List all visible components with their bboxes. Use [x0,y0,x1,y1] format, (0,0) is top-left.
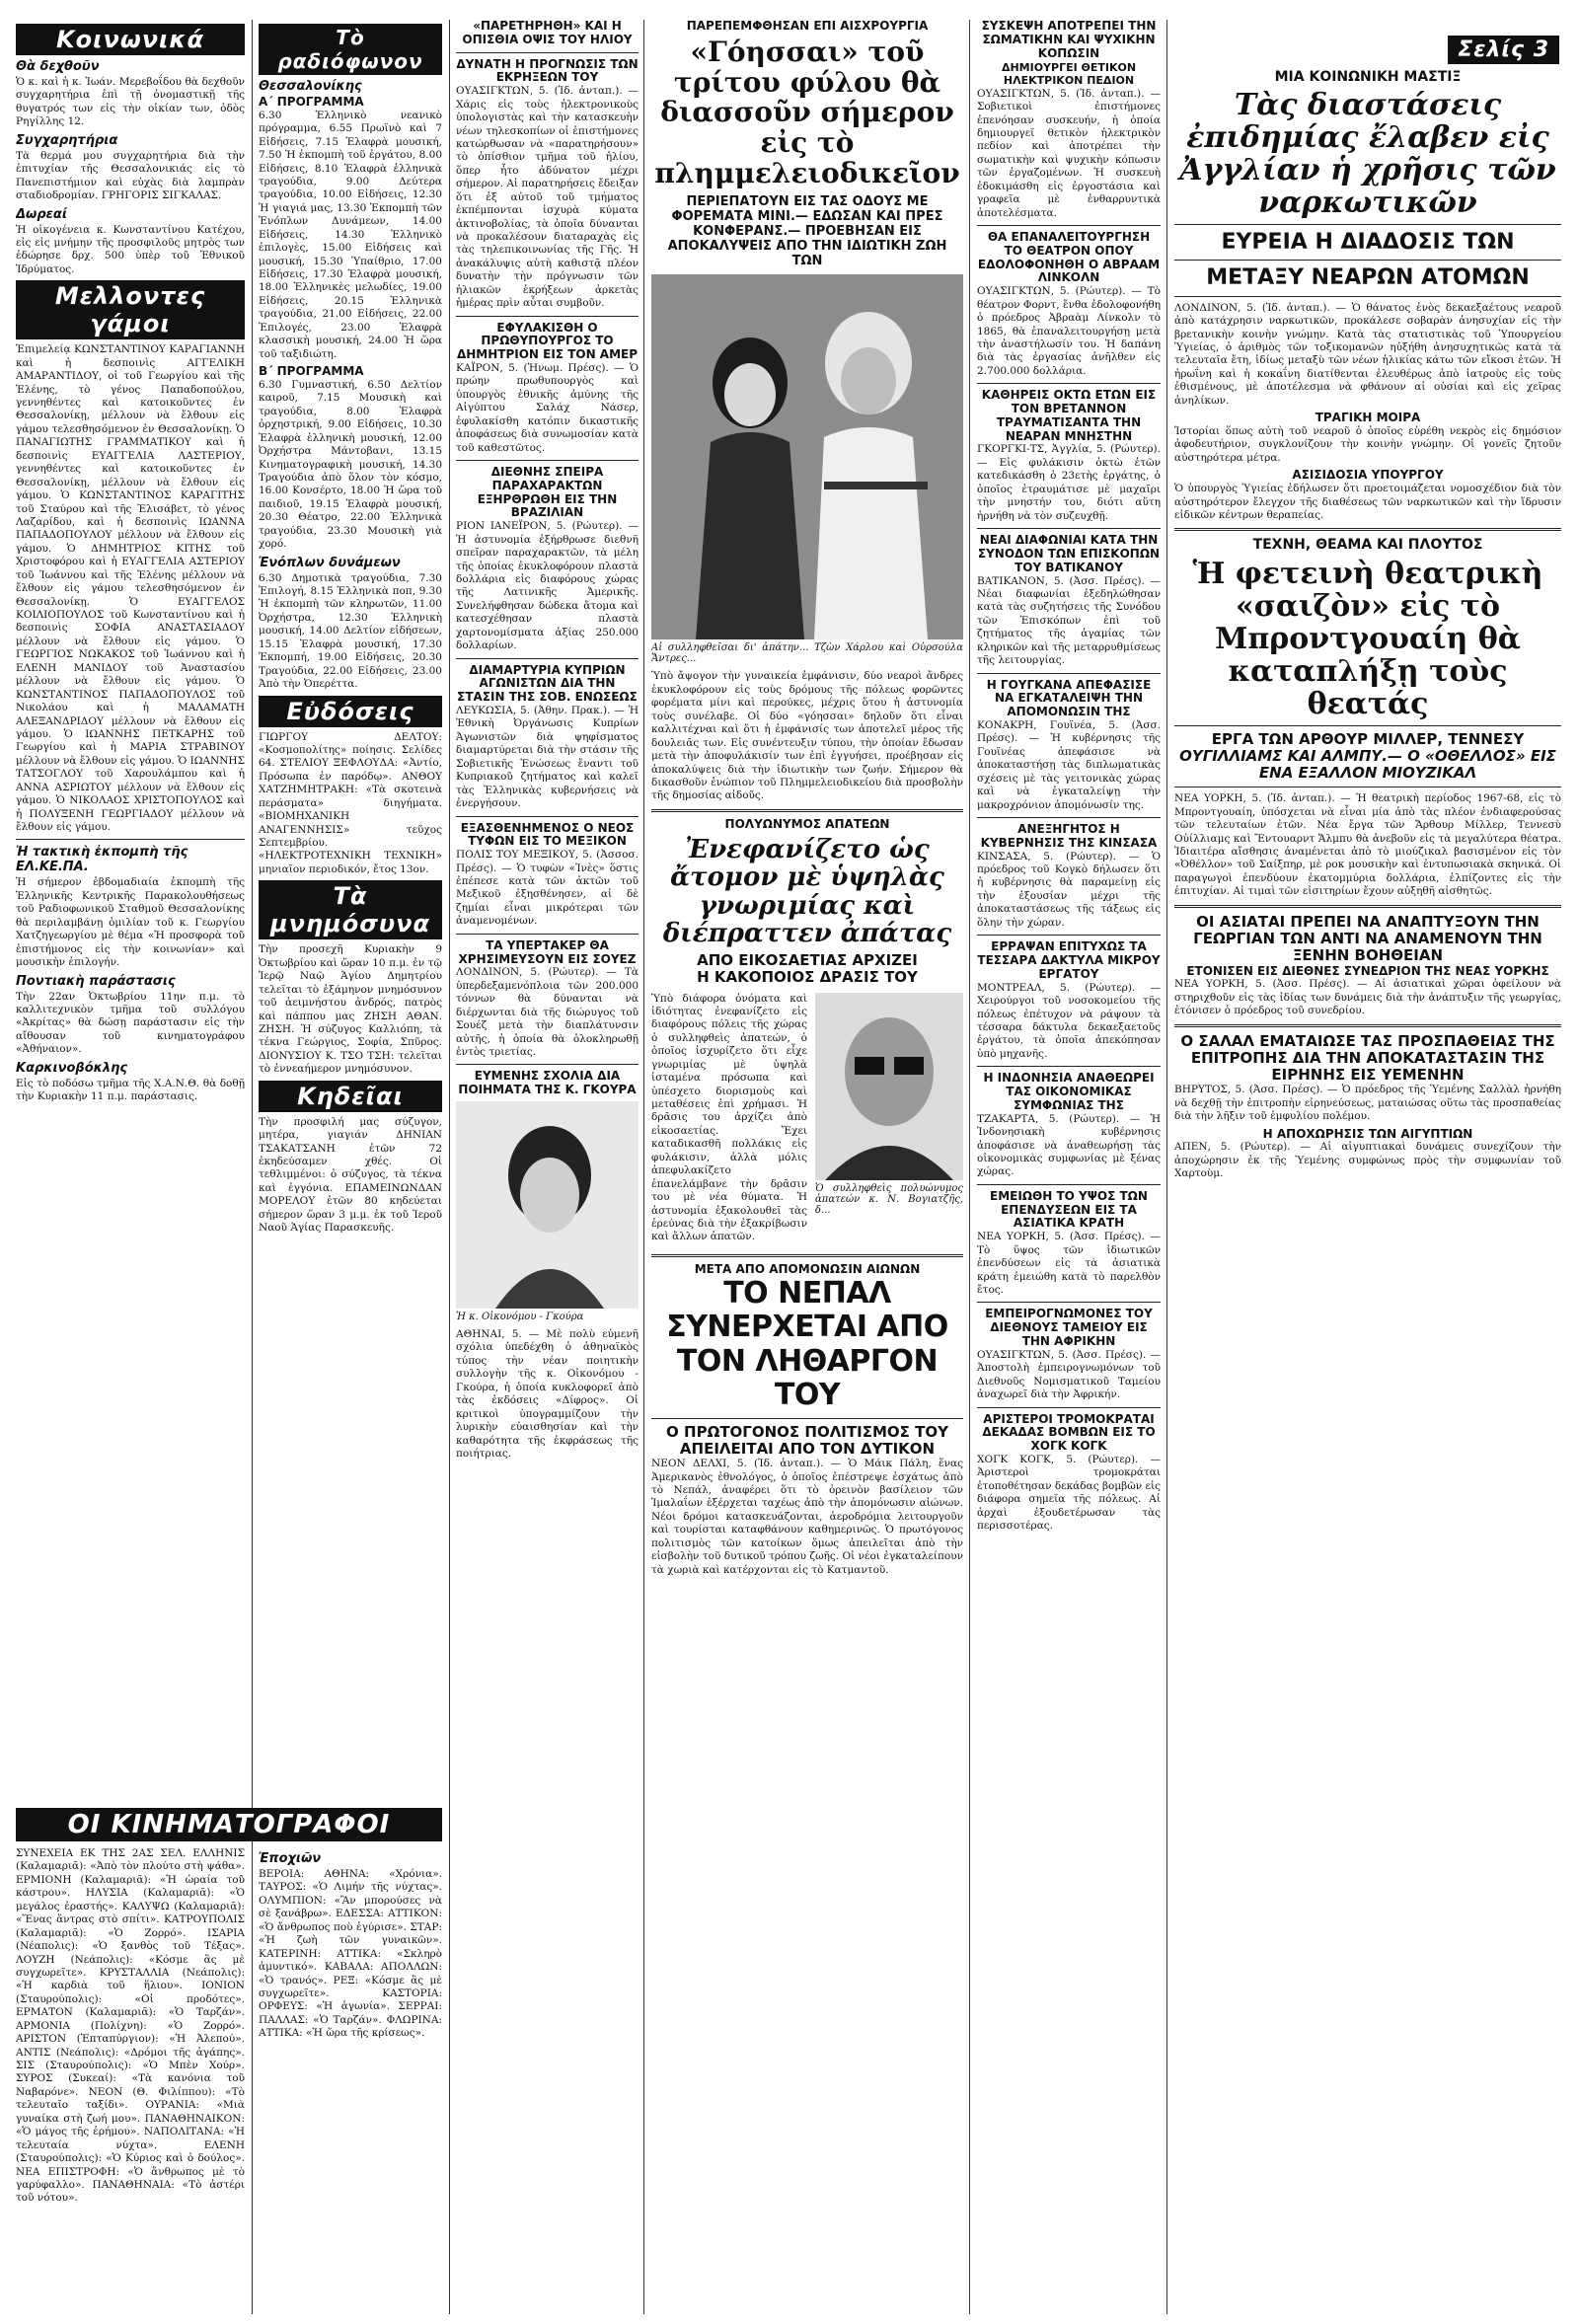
headline: ΚΑΘΗΡΕΙΣ ΟΚΤΩ ΕΤΩΝ ΕΙΣ ΤΟΝ ΒΡΕΤΑΝΝΟΝ ΤΡΑΥΜΑΤΙΣΑΝΤΑ ΤΗΝ ΝΕΑΡΑΝ ΜΝΗΣΤΗΝ [981,388,1157,443]
column-radio [259,20,442,1801]
article-text: Ὁ ὑπουργὸς Ὑγιείας ἐδήλωσεν ὅτι προετοιμάζεται νομοσχέδιον διὰ τὸν αὐστηρότερον ἔλεγχον τῆς διαθέσεως τῶν ναρκωτικῶν καὶ τὴν ἵδρυσιν εἰδικῶν κέντρων θεραπείας. [1174,483,1561,521]
article-text: ΛΟΝΔΙΝΟΝ, 5. (Ρώυτερ). — Τὰ ὑπερδεξαμενόπλοια τῶν 200.000 τόννων θὰ δύνανται νὰ διέρχωνται διὰ τῆς διώρυγος τοῦ Σουέζ μετὰ τὴν διαπλάτυνσιν αὐτῆς, ἡ ὁποία θὰ ὁλοκληρωθῇ ἐντὸς τριετίας. [456,966,639,1058]
headline: «ΠΑΡΕΤΗΡΗΘΗ» ΚΑΙ Η ΟΠΙΣΘΙΑ ΟΨΙΣ ΤΟΥ ΗΛΙΟΥ [462,20,633,46]
article-text: ΟΥΑΣΙΓΚΤΩΝ, 5. (Ἀσσ. Πρέσς). — Ἀποστολὴ ἐμπειρογνωμόνων τοῦ Διεθνοῦς Νομισματικοῦ Ταμείου ἀναχωρεῖ διὰ τὴν Ἀφρικήν. [977,1348,1161,1401]
photo-caption: Ὁ συλληφθεὶς πολυώνυμος ἀπατεών κ. Ν. Βογιατζῆς, δ... [815,1182,963,1216]
program-title: Β΄ ΠΡΟΓΡΑΜΜΑ [259,364,364,379]
article-text: Τὴν προσεχῆ Κυριακὴν 9 Ὀκτωβρίου καὶ ὥραν 10 π.μ. ἐν τῷ Ἱερῷ Ναῷ Ἁγίου Δημητρίου τελεῖται τὸ ἐξάμηνον μνημόσυνον τοῦ ἀειμνήστου ἀνδρός, πατρὸς καὶ πάππου μας ΖΗΣΗ ΑΘΑΝ. ΖΗΣΗ. Ἡ σύζυγος Καλλιόπη, τὰ τέκνα Γεώργιος, Σοφία, Σπῦρος. ΔΙΟΝΥΣΙΟΥ Κ. ΤΣΟ ΤΣΗ: τελεῖται τὸ ἐννεαήμερον μνημόσυνον. [259,943,442,1076]
article-text: ΠΟΛΙΣ ΤΟΥ ΜΕΞΙΚΟΥ, 5. (Ἀσσοσ. Πρέσς). — Ὁ τυφὼν «Ἰνὲς» ὅστις ἐπέπεσε κατὰ τῶν ἀκτῶν τοῦ Μεξικοῦ ἐξησθένησεν, αἱ δὲ ζημίαι εἶναι μικρότεραι τῶν ἀναμενομένων. [456,849,639,928]
column-rule [252,20,253,2314]
headline: ΑΡΙΣΤΕΡΟΙ ΤΡΟΜΟΚΡΑΤΑΙ ΔΕΚΑΔΑΣ ΒΟΜΒΩΝ ΕΙΣ ΤΟ ΧΟΓΚ ΚΟΓΚ [982,1411,1156,1454]
photo-caption: Ἡ κ. Οἰκονόμου - Γκούρα [456,1312,584,1322]
headline-drugs: Τὰς διαστάσεις ἐπιδημίας ἔλαβεν εἰς Ἀγγλίαν ἡ χρῆσις τῶν ναρκωτικῶν [1179,88,1556,221]
subheadline: ΤΡΑΓΙΚΗ ΜΟΙΡΑ [1315,411,1421,425]
kicker: ΜΕΤΑ ΑΠΟ ΑΠΟΜΟΝΩΣΙΝ ΑΙΩΝΩΝ [694,1261,921,1276]
headline: ΘΑ ΕΠΑΝΑΛΕΙΤΟΥΡΓΗΣΗ ΤΟ ΘΕΑΤΡΟΝ ΟΠΟΥ ΕΔΟΛΟΦΟΝΗΘΗ Ο ΑΒΡΑΑΜ ΛΙΝΚΟΛΝ [977,230,1161,285]
headline: ΑΝΕΞΗΓΗΤΟΣ Η ΚΥΒΕΡΝΗΣΙΣ ΤΗΣ ΚΙΝΣΑΣΑ [980,822,1158,850]
program-title: Α΄ ΠΡΟΓΡΑΜΜΑ [259,95,364,109]
article-text: ΧΟΓΚ ΚΟΓΚ, 5. (Ρώυτερ). — Ἀριστεροὶ τρομοκράται ἐτοποθέτησαν δεκάδας βομβῶν εἰς διάφορα σημεῖα τῆς πόλεως. Αἱ ἀρχαὶ ἐξουδετέρωσαν τὰς περισσοτέρας. [977,1453,1161,1533]
headline-nepal: ΤΟ ΝΕΠΑΛ ΣΥΝΕΡΧΕΤΑΙ ΑΠΟ ΤΟΝ ΛΗΘΑΡΓΟΝ ΤΟΥ [666,1275,948,1413]
headline: Ο ΣΑΛΑΛ ΕΜΑΤΑΙΩΣΕ ΤΑΣ ΠΡΟΣΠΑΘΕΙΑΣ ΤΗΣ ΕΠΙΤΡΟΠΗΣ ΔΙΑ ΤΗΝ ΑΠΟΚΑΤΑΣΤΑΣΙΝ ΤΗΣ ΕΙΡΗΝΗΣ ΕΙΣ ΥΕΜΕΝΗΝ [1180,1031,1555,1085]
photo-caption: Αἱ συλληφθεῖσαι δι' ἀπάτην... Τζὼν Χάρλου καὶ Οὐρσούλα Ἄντρες... [651,642,963,665]
headline: ΔΙΑΜΑΡΤΥΡΙΑ ΚΥΠΡΙΩΝ ΑΓΩΝΙΣΤΩΝ ΔΙΑ ΤΗΝ ΣΤΑΣΙΝ ΤΗΣ ΣΟΒ. ΕΝΩΣΕΩΣ [457,662,638,705]
section-banner-cinemas: ΟΙ ΚΙΝΗΜΑΤΟΓΡΑΦΟΙ [16,1808,442,1841]
article-text: ΝΕΟΝ ΔΕΛΧΙ, 5. (Ἰδ. ἀνταπ.). — Ὁ Μάικ Πάλη, ἕνας Ἀμερικανὸς ἐθνολόγος, ὁ ὁποῖος ἐπέστρεψε ἐσχάτως ἀπὸ τὸ Νεπάλ, ἀναφέρει ὅτι τὸ ὀρεινὸν βασίλειον τῶν Ἱμαλαΐων ἐξέρχεται ταχέως ἀπὸ τὴν ἀπομόνωσιν αἰώνων. Νέοι δρόμοι κατασκευάζονται, ἀεροδρόμια λειτουργοῦν καὶ τουρίσται καταφθάνουν καθημερινῶς. Ὁ πρωτόγονος πολιτισμὸς τῶν κατοίκων ὅμως ἀπειλεῖται ἀπὸ τὴν εἰσβολὴν τοῦ δυτικοῦ τρόπου ζωῆς. Οἱ νέοι ἐγκαταλείπουν τὰ χωριὰ καὶ κατέρχονται εἰς τὸ Κατμαντοῦ. [651,1458,963,1576]
subsection-title: Ἐνόπλων δυνάμεων [259,555,401,570]
article-text: 6.30 Ἑλληνικὸ νεανικὸ πρόγραμμα, 6.55 Πρωϊνὸ καὶ 7 Εἰδήσεις, 7.15 Ἐλαφρὰ μουσική, 7.50 Ἡ ἐκπομπὴ τοῦ ἐργάτου, 8.00 Εἰδήσεις, 8.10 Ἑλαφρὰ ἑλληνικὰ τραγούδια, 9.00 Δεύτερα τραγούδια, 10.00 Εἰδήσεις, 12.30 Ἡ γιαγιά μας, 13.30 Ἐκπομπὴ τῶν Ἐνόπλων Δυνάμεων, 14.00 Εἰδήσεις, 14.30 Ἑλληνικὸ ἐπιλογὲς, 15.00 Εἰδήσεις καὶ μουσική, 15.30 Ὑπαίθριο, 17.00 Εἰδήσεις, 17.30 Ἑλαφρὰ μουσική, 18.00 Ἑλληνικὲς μελωδίες, 19.00 Εἰδήσεις, 20.15 Ἑλληνικὰ τραγούδια, 21.00 Εἰδήσεις, 22.00 Ἐπιλογές, 23.00 Ἐλαφρὰ κλασσικὴ μουσική, 24.00 Ἡ ὥρα τοῦ ταξιδιώτη. [259,109,442,360]
deck: ΜΕΤΑΞΥ ΝΕΑΡΩΝ ΑΤΟΜΩΝ [1206,265,1530,291]
headline: ΣΥΣΚΕΨΗ ΑΠΟΤΡΕΠΕΙ ΤΗΝ ΣΩΜΑΤΙΚΗΝ ΚΑΙ ΨΥΧΙΚΗΝ ΚΟΠΩΣΙΝ [981,20,1157,60]
article-text: ΑΠΕΝ, 5. (Ρώυτερ). — Αἱ αἰγυπτιακαὶ δυνάμεις συνεχίζουν τὴν ἀποχώρησιν ἐκ τῆς Ὑεμένης συμφώνως πρὸς τὴν συμφωνίαν τοῦ Χαρτοὺμ. [1174,1141,1561,1180]
page-number-label: Σελίς 3 [1448,36,1559,64]
headline-fraudster: Ἐνεφανίζετο ὡς ἄτομον μὲ ὑψηλὰς γνωριμίας καὶ διέπραττεν ἀπάτας [662,834,952,949]
section-banner-gamoi: Μελλοντες γάμοι [16,280,245,339]
column-rule [449,20,450,2314]
article-text: ΓΙΩΡΓΟΥ ΔΕΛΤΟΥ: «Κοσμοπολίτης» ποίησις. Σελίδες 64. ΣΤΕΛΙΟΥ ΞΕΦΛΟΥΔΑ: «Ἀντίο, Πρόσωπα ἐν παρόδῳ». ΑΝΘΟΥ ΧΑΤΖΗΜΗΤΡΑΚΗ: «Τὰ σκοτεινὰ περάσματα» διηγήματα. «ΒΙΟΜΗΧΑΝΙΚΗ ΑΝΑΓΕΝΝΗΣΙΣ» τεῦχος Σεπτεμβρίου. «ΗΛΕΚΤΡΟΤΕΧΝΙΚΗ ΤΕΧΝΙΚΗ» μηνιαῖον περιοδικόν, ἔτος 13ον. [259,730,442,875]
article-text: ΒΑΤΙΚΑΝΟΝ, 5. (Ἀσσ. Πρέσς). — Νέαι διαφωνίαι ἐξεδηλώθησαν κατὰ τὰς συζητήσεις τῆς Συνόδου τῶν Ἐπισκόπων ἐπὶ τοῦ ζητήματος τῆς ἀγαμίας τῶν κληρικῶν καὶ τῆς μεταρρυθμίσεως τῆς λειτουργίας. [977,574,1161,667]
cinemas-regions [259,1847,442,2311]
headline: ΝΕΑΙ ΔΙΑΦΩΝΙΑΙ ΚΑΤΑ ΤΗΝ ΣΥΝΟΔΟΝ ΤΩΝ ΕΠΙΣΚΟΠΩΝ ΤΟΥ ΒΑΤΙΚΑΝΟΥ [977,533,1161,574]
headline: ΕΥΜΕΝΗΣ ΣΧΟΛΙΑ ΔΙΑ ΠΟΙΗΜΑΤΑ ΤΗΣ Κ. ΓΚΟΥΡΑ [458,1069,637,1097]
article-text: Εἰς τὸ ποδόσω τμῆμα τῆς Χ.Α.Ν.Θ. θὰ δοθῇ τὴν Κυριακὴν 11 π.μ. παράστασις. [16,1077,245,1103]
kicker: ΜΙΑ ΚΟΙΝΩΝΙΚΗ ΜΑΣΤΙΞ [1274,69,1462,85]
article-text: Ὑπὸ ἄψογον τὴν γυναικεία ἐμφάνισιν, δύο νεαροὶ ἄνδρες ἐκυκλοφόρουν εἰς τοὺς δρόμους τῆς πόλεως φορῶντες φορέματα μίνι καὶ περούκες, μέχρις ὅτου ἡ ἀστυνομία τοὺς συνέλαβε. Οἱ δύο «γόησσαι» δηλοῦν ὅτι εἶναι καλλιτέχναι καὶ ὅτι ἡ ἐμφάνισίς των ἀποτελεῖ μέρος τῆς δουλειᾶς των. Εἰς συνέντευξιν τύπου, τὴν ὁποίαν ἔδωσαν μετὰ τὴν ἀποφυλάκισίν των ἐπὶ ἐγγυήσει, προέβησαν εἰς ἀποκαλύψεις διὰ τὴν ἰδιωτικὴν των ζωήν. Σήμερον θὰ δικασθοῦν ἐνώπιον τοῦ Πλημμελειοδικείου διὰ προσβολὴν τῆς δημοσίας αἰδοῦς. [651,670,963,802]
column-right [1174,69,1561,2314]
headline: ΕΜΕΙΩΘΗ ΤΟ ΥΨΟΣ ΤΩΝ ΕΠΕΝΔΥΣΕΩΝ ΕΙΣ ΤΑ ΑΣΙΑΤΙΚΑ ΚΡΑΤΗ [990,1188,1148,1231]
portrait-photo [456,1101,639,1309]
deck: ΕΥΡΕΙΑ Η ΔΙΑΔΟΣΙΣ ΤΩΝ [1221,230,1515,256]
article-text: ΓΚΟΡΓΚΙ-ΤΣ, Ἀγγλία, 5. (Ρώυτερ). — Εἰς φυλάκισιν ὀκτὼ ἐτῶν κατεδικάσθη ὁ 23ετὴς ἐργάτης, ὁ ὁποῖος ἐτραυμάτισε μὲ μαχαῖρι τὴν μνηστήν του, διότι αὕτη ἠρνήθη νὰ τὸν συζευχθῇ. [977,443,1161,522]
headline: ΟΙ ΑΣΙΑΤΑΙ ΠΡΕΠΕΙ ΝΑ ΑΝΑΠΤΥΞΟΥΝ ΤΗΝ ΓΕΩΡΓΙΑΝ ΤΩΝ ΑΝΤΙ ΝΑ ΑΝΑΜΕΝΟΥΝ ΤΗΝ ΞΕΝΗΝ ΒΟΗΘΕΙΑΝ [1193,912,1542,965]
woman-portrait-image [456,1101,639,1309]
subheadline: ΑΠΟ ΕΙΚΟΣΑΕΤΙΑΣ ΑΡΧΙΖΕΙ [697,951,918,970]
section-banner-mnimosyna: Τὰ μνημόσυνα [259,880,442,939]
subheadline: ΔΥΝΑΤΗ Η ΠΡΟΓΝΩΣΙΣ ΤΩΝ ΕΚΡΗΞΕΩΝ ΤΟΥ [456,56,639,85]
column-rule [643,20,644,2314]
subheadline: Ο ΠΡΩΤΟΓΟΝΟΣ ΠΟΛΙΤΙΣΜΟΣ ΤΟΥ [666,1422,948,1441]
subheadline: Η ΑΠΟΧΩΡΗΣΙΣ ΤΩΝ ΑΙΓΥΠΤΙΩΝ [1262,1126,1473,1141]
man-portrait-photo [815,993,963,1180]
subsection-title: Θεσσαλονίκης [259,79,362,94]
section-banner-koinonika: Κοινωνικά [16,24,245,55]
subheadline: ΑΣΙΣΙΔΟΣΙΑ ΥΠΟΥΡΓΟΥ [1292,468,1444,483]
subsection-title: Θὰ δεχθοῦν [16,59,100,74]
subheadline: ΑΠΕΙΛΕΙΤΑΙ ΑΠΟ ΤΟΝ ΔΥΤΙΚΟΝ [679,1439,936,1458]
photo-image [651,274,963,639]
subsection-title: Ποντιακὴ παράστασις [16,973,176,989]
subsection-title: Δωρεαί [16,206,67,222]
headline: ΤΑ ΥΠΕΡΤΑΚΕΡ ΘΑ ΧΡΗΣΙΜΕΥΣΟΥΝ ΕΙΣ ΣΟΥΕΖ [458,937,637,966]
article-text: ΝΕΑ ΥΟΡΚΗ, 5. (Ἀσσ. Πρέσς). — Αἱ ἀσιατικαὶ χῶραι ὀφείλουν νὰ στηριχθοῦν εἰς τὰς ἰδίας των δυνάμεις διὰ τὴν ἀνάπτυξιν τῆς γεωργίας, ἐτόνισεν ὁ πρόεδρος τοῦ συνεδρίου. [1174,978,1561,1017]
headline: Η ΙΝΔΟΝΗΣΙΑ ΑΝΑΘΕΩΡΕΙ ΤΑΣ ΟΙΚΟΝΟΜΙΚΑΣ ΣΥΜΦΩΝΙΑΣ ΤΗΣ [983,1071,1155,1112]
article-text: ΒΗΡΥΤΟΣ, 5. (Ἀσσ. Πρέσς). — Ὁ πρόεδρος τῆς Ὑεμένης Σαλλὰλ ἠρνήθη νὰ δεχθῇ τὴν ἐπιτροπὴν εἰρηνεύσεως, ματαιώσας οὕτω τὰς προσπαθείας διὰ τὴν λῆξιν τοῦ ἐμφυλίου πολέμου. [1174,1084,1561,1123]
subheadline: ΔΗΜΙΟΥΡΓΕΙ ΘΕΤΙΚΟΝ ΗΛΕΚΤΡΙΚΟΝ ΠΕΔΙΟΝ [1001,61,1137,88]
article-text: ΣΥΝΕΧΕΙΑ ΕΚ ΤΗΣ 2ΑΣ ΣΕΛ. ΕΛΛΗΝΙΣ (Καλαμαριᾶ): «Ἀπὸ τὸν πλούτο στὴ ψάθα». ΕΡΜΙΟΝΗ (Καλαμαριᾶ): «Ἡ ὡραία τοῦ κάστρου». ΗΛΥΣΙΑ (Καλαμαριᾶ): «Ὁ μεγάλος ἐραστής». ΚΑΛΥΨΩ (Καλαμαριᾶ): «Ἕνας ἄντρας στὸ σπίτι». ΚΑΤΡΟΥΠΟΛΙΣ (Καλαμαριᾶ): «Ὁ Ζορρό». ΙΣΑΡΙΑ (Νέαπολις): «Ὁ ξανθὸς τοῦ Τέξας». ΛΟΥΖΗ (Νεάπολις): «Κόσμε ἂς μὲ συγχωρεῖτε». ΚΡΥΣΤΑΛΛΙΑ (Νεάπολις): «Ἡ καρδιὰ τοῦ ἥλιου». ΙΟΝΙΟΝ (Σταυρούπολις): «Οἱ προδότες». ΕΡΜΑΤΟΝ (Καλαμαριᾶ): «Ὁ Ταρζάν». ΑΡΜΟΝΙΑ (Πολίχνη): «Ὁ Ζορρό». ΑΡΙΣΤΟΝ (Ἑπταπύργιον): «Ἡ Ἀλεπού». ΑΝΤΙΣ (Νεάπολις): «Δρόμοι τῆς ἀγάπης». ΣΙΣ (Σταυρούπολις): «Ὁ Μπὲν Χούρ». ΣΥΡΟΣ (Συκεαί): «Τὰ κανόνια τοῦ Ναβαρόνε». ΝΕΟΝ (Θ. Φιλίππου): «Τὸ τελευταῖο ταξίδι». ΟΥΡΑΝΙΑ: «Μιὰ γυναίκα στὴ ζωή μου». ΠΑΝΑΘΗΝΑΙΚΟΝ: «Ὁ μάγος τῆς ἐρήμου». ΝΑΠΟΛΙΤΑΝΑ: «Ἡ τελευταία νύχτα». ΕΛΕΝΗ (Σταυρούπολις): «Ὁ Κύριος καὶ ὁ δούλος». ΝΕΑ ΕΠΙΣΤΡΟΦΗ: «Ὁ ἄνθρωπος μὲ τὸ γαρύφαλλο». ΠΑΝΑΘΗΝΑΙΑ: «Τὸ ἀστέρι τοῦ νότου». [16,1847,245,2205]
cinemas-list [16,1847,245,2311]
two-women-photo [651,274,963,639]
article-text: Ἡ σήμερον ἑβδομαδιαία ἐκπομπὴ τῆς Ἑλληνικῆς Κεντρικῆς Παρακολουθήσεως τοῦ Ραδιοφωνικοῦ Σταθμοῦ Θεσσαλονίκης θὰ περιλαμβάνῃ ὁμιλίαν τοῦ κ. Γεωργίου Χατζηγεωργίου μὲ θέμα «Ἡ προσφορὰ τοῦ ἐπιστήμονος εἰς τὴν κοινωνίαν» καὶ μουσικὴν ἐπιλογήν. [16,876,245,969]
headline: ΔΙΕΘΝΗΣ ΣΠΕΙΡΑ ΠΑΡΑΧΑΡΑΚΤΩΝ ΕΞΗΡΘΡΩΘΗ ΕΙΣ ΤΗΝ ΒΡΑΖΙΛΙΑΝ [477,465,618,520]
article-text: ΒΕΡΟΙΑ: ΑΘΗΝΑ: «Χρόνια». ΤΑΥΡΟΣ: «Ὁ Λιμήν τῆς νύχτας». ΟΛΥΜΠΙΟΝ: «Ἂν μπορούσες νὰ σὲ ξανάβρω». ΕΔΕΣΣΑ: ΑΤΤΙΚΟΝ: «Ὁ ἄνθρωπος ποὺ ἐγύρισε». ΣΤΑΡ: «Ἡ ζωὴ τῶν γυναικῶν». ΚΑΤΕΡΙΝΗ: ΑΤΤΙΚΑ: «Σκληρὸ ἀμυντικό». ΚΑΒΑΛΑ: ΑΠΟΛΛΩΝ: «Ὁ τρανός». ΡΕΞ: «Κόσμε ἂς μὲ συγχωρεῖτε». ΚΑΣΤΟΡΙΑ: ΟΡΦΕΥΣ: «Ἡ ἀγωνία». ΣΕΡΡΑΙ: ΠΑΛΛΑΣ: «Ὁ Ταρζάν». ΦΛΩΡΙΝΑ: ΑΤΤΙΚΑ: «Ἡ ὥρα τῆς κρίσεως». [259,1868,442,2040]
headline: ΕΞΑΣΘΕΝΗΜΕΝΟΣ Ο ΝΕΟΣ ΤΥΦΩΝ ΕΙΣ ΤΟ ΜΕΞΙΚΟΝ [460,820,635,849]
article-text: ΚΑΪΡΟΝ, 5. (Ἠνωμ. Πρέσς). — Ὁ πρώην πρωθυπουργὸς καὶ ὑπουργὸς ἐθνικῆς ἀμύνης τῆς Αἰγύπτου Σαλάχ Νάσερ, ἐφυλακίσθη κατόπιν δικαστικῆς ἀποφάσεως διὰ συνωμοσίαν κατὰ τοῦ καθεστῶτος. [456,362,639,454]
article-text: ΚΟΝΑΚΡΗ, Γουϊνέα, 5. (Ἀσσ. Πρέσς). — Ἡ κυβέρνησις τῆς Γουϊνέας ἀπεφάσισε νὰ ἀποκαταστήσῃ τὰς διπλωματικὰς σχέσεις μὲ τὰς γειτονικὰς χώρας καὶ νὰ ἐγκαταλείψῃ τὴν μακροχρόνιον ἀπομόνωσίν της. [977,718,1161,811]
article-text: ΟΥΑΣΙΓΚΤΩΝ, 5. (Ἰδ. ἀνταπ.). — Χάρις εἰς τοὺς ἠλεκτρονικοὺς ὑπολογιστὰς καὶ τὴν κατασκευὴν νέων τηλεσκοπίων οἱ ἐπιστήμονες κατώρθωσαν νὰ «παρατηρήσουν» τὸ ὀπίσθιον τμῆμα τοῦ ἡλίου, ὅπερ ἦτο ἀδύνατον μέχρι σήμερον. Αἱ παρατηρήσεις ἔδειξαν ὅτι ἐξ αὐτοῦ τοῦ τμήματος ἐκπέμπονται ἰσχυρὰ κύματα ἀκτινοβολίας, τὰ ὁποῖα δύνανται νὰ προκαλέσουν διαταραχὰς εἰς τὰς τηλεπικοινωνίας τῆς Γῆς. Ἡ ἀνακάλυψις αὐτὴ καθιστᾷ πλέον δυνατὴν τὴν πρόγνωσιν τῶν ἡλιακῶν ἐκρήξεων ἀρκετὰς ἡμέρας πρὶν αὗται συμβοῦν. [456,85,639,310]
column-rule [1166,20,1167,2314]
article-text: 6.30 Δημοτικὰ τραγούδια, 7.30 Ἐπιλογή, 8.15 Ἑλληνικὰ ποπ, 9.30 Ἡ ἐκπομπὴ τῶν κληρωτῶν, 11.00 Ὀρχήστρα, 12.30 Ἑλληνικὴ μουσική, 14.00 Δελτίον εἰδήσεων, 15.15 Ἐλαφρὰ μουσική, 17.30 Ἐκπομπή, 19.00 Εἰδήσεις, 20.30 Τραγούδια, 22.00 Εἰδήσεις, 23.00 Ἀπὸ τὴν Ὀπερέττα. [259,571,442,691]
column-news-a [456,20,639,2314]
article-text: Τὴν προσφιλή μας σύζυγον, μητέρα, γιαγιάν ΔΗΝΙΑΝ ΤΣΑΚΑΤΣΑΝΗ ἐτῶν 72 ἐκηδεύσαμεν χθές. Οἱ τεθλιμμένοι: ὁ σύζυγος, τὰ τέκνα καὶ ἐγγόνια. ΕΠΑΜΕΙΝΩΝΔΑΝ ΜΟΡΕΛΟΥ ἐτῶν 80 κηδεύεται σήμερον ὥραν 3 μ.μ. ἐκ τοῦ Ἱεροῦ Ναοῦ Ἁγίας Παρασκευῆς. [259,1115,442,1235]
article-text: ΟΥΑΣΙΓΚΤΩΝ, 5. (Ἰδ. ἀνταπ.). — Σοβιετικοὶ ἐπιστήμονες ἐπενόησαν συσκευήν, ἡ ὁποία δημιουργεῖ θετικὸν ἠλεκτρικὸν πεδίον καὶ ἀποτρέπει τὴν σωματικὴν καὶ ψυχικὴν κόπωσιν τῶν ἐργαζομένων. Ἡ συσκευὴ ἐδοκιμάσθη εἰς ἐργοστάσια καὶ γραφεῖα μὲ ἐνθαρρυντικὰ ἀποτελέσματα. [977,87,1161,219]
main-headline: «Γόησσαι» τοῦ τρίτου φύλου θὰ διασσοῦν σήμερον εἰς τὸ πλημμελειοδικεῖον [654,35,960,189]
article-text: Ὁ κ. καὶ ἡ κ. Ἰωάν. Μερεβοΐδου θὰ δεχθοῦν συγχαρητήρια ἐπὶ τῇ ὀνομαστικῇ τῆς θυγατρός των εἰς τὴν οἰκίαν των, ὁδὸς Ρηγίλλης 12. [16,76,245,128]
article-text: Τὴν 22αν Ὀκτωβρίου 11ην π.μ. τὸ καλλιτεχνικὸν τμῆμα τοῦ συλλόγου «Ἀκρίτας» θὰ δώσῃ παράστασιν εἰς τὴν αἴθουσαν τοῦ κινηματογράφου «Ἀθήναιον». [16,990,245,1056]
deck: ΟΥΓΙΛΛΙΑΜΣ ΚΑΙ ΑΛΜΠΥ.— Ο «ΟΘΕΛΛΟΣ» ΕΙΣ ΕΝΑ ΕΞΑΛΛΟΝ ΜΙΟΥΖΙΚΑΛ [1179,746,1556,782]
article-text: ΡΙΟΝ ΙΑΝΕΪΡΟΝ, 5. (Ρώυτερ). — Ἡ ἀστυνομία ἐξήρθρωσε διεθνῆ σπεῖραν παραχαρακτῶν, τὰ μέλη τῆς ὁποίας ἐκυκλοφόρουν πλαστὰ δολλάρια εἰς διαφόρους χώρας τῆς Λατινικῆς Ἀμερικῆς. Συνελήφθησαν δώδεκα ἄτομα καὶ κατεσχέθησαν πλαστὰ χαρτονομίσματα ἀξίας 250.000 δολλαρίων. [456,520,639,652]
article-text: ΛΕΥΚΩΣΙΑ, 5. (Ἀθην. Πρακ.). — Ἡ Ἐθνικὴ Ὀργάνωσις Κυπρίων Ἀγωνιστῶν διὰ ψηφίσματος διαμαρτύρεται διὰ τὴν στάσιν τῆς Σοβιετικῆς Ἑνώσεως ἔναντι τοῦ Κυπριακοῦ ζητήματος καὶ καλεῖ τὰς Ἑλληνικὰς κυβερνήσεις νὰ ἐνεργήσουν. [456,705,639,810]
subheadline: Η ΚΑΚΟΠΟΙΟΣ ΔΡΑΣΙΣ ΤΟΥ [697,968,918,987]
article-text: ΚΙΝΣΑΣΑ, 5. (Ρώυτερ). — Ὁ πρόεδρος τοῦ Κογκὸ δήλωσεν ὅτι ἡ κυβέρνησις θὰ παραμείνῃ εἰς τὴν ἐξουσίαν μέχρι τῆς ἀποκαταστάσεως τῆς τάξεως εἰς ὅλην τὴν χώραν. [977,850,1161,929]
headline: Η ΓΟΥΓΚΑΝΑ ΑΠΕΦΑΣΙΣΕ ΝΑ ΕΓΚΑΤΑΛΕΙΨΗ ΤΗΝ ΑΠΟΜΟΝΩΣΙΝ ΤΗΣ [986,677,1152,719]
section-banner-kideiai: Κηδεῖαι [259,1081,442,1112]
column-center [651,20,963,2314]
article-text: ΛΟΝΔΙΝΟΝ, 5. (Ἰδ. ἀνταπ.). — Ὁ θάνατος ἑνὸς δεκαεξαέτους νεαροῦ ἀπὸ κατάχρησιν ναρκωτικῶν, προκάλεσε σοβαρὰν ἀνησυχίαν εἰς τὴν βρετανικὴν κοινὴν γνώμην. Κατὰ τὰς στατιστικὰς τοῦ Ὑπουργείου Ὑγιείας, ὁ ἀριθμὸς τῶν τοξικομανῶν ηὐξήθη ἀνησυχητικῶς κατὰ τὰ τελευταῖα ἔτη, ἰδίως μεταξὺ τῶν νέων ἡλικίας κάτω τῶν εἴκοσι ἐτῶν. Ἡ ἠρωΐνη καὶ ἡ κοκαΐνη διατίθενται ἐλευθέρως ἀπὸ ἰατροὺς εἰς τοὺς ἐθισμένους, μὲ ἀποτέλεσμα νὰ φθάνουν αἱ οὐσίαι καὶ εἰς χεῖρας ἀνηλίκων. [1174,301,1561,407]
subsection-title: Συγχαρητήρια [16,132,118,148]
headline: ΕΜΠΕΙΡΟΓΝΩΜΟΝΕΣ ΤΟΥ ΔΙΕΘΝΟΥΣ ΤΑΜΕΙΟΥ ΕΙΣ ΤΗΝ ΑΦΡΙΚΗΝ [985,1307,1153,1348]
article-text: ΟΥΑΣΙΓΚΤΩΝ, 5. (Ρώυτερ). — Τὸ θέατρον Φορντ, ἔνθα ἐδολοφονήθη ὁ πρόεδρος Ἀβραὰμ Λίνκολν τὸ 1865, θὰ ἐπαναλειτουργήσῃ μετὰ τὴν ἀναστήλωσίν του. Ἡ δαπάνη διὰ τὰς ἐργασίας ἀνῆλθεν εἰς 2.700.000 δολλάρια. [977,285,1161,377]
man-portrait-image [815,993,963,1180]
deck: ΕΡΓΑ ΤΩΝ ΑΡΘΟΥΡ ΜΙΛΛΕΡ, ΤΕΝΝΕΣΥ [1211,729,1525,748]
subsection-title: Ἡ τακτικὴ ἐκπομπὴ τῆς ΕΛ.ΚΕ.ΠΑ. [16,845,188,875]
article-text: Ἐπιμελείᾳ ΚΩΝΣΤΑΝΤΙΝΟΥ ΚΑΡΑΓΙΑΝΝΗ καὶ ἡ δεσποινὶς ΑΓΓΕΛΙΚΗ ΑΜΑΡΑΝΤΙΔΟΥ, οἱ τοῦ Γεωργίου καὶ τῆς Ἑλένης, τὸ γένος Παπαδοπούλου, γεννηθέντες καὶ κατοικοῦντες ἐν Θεσσαλονίκῃ, μέλλουν νὰ ἔλθουν εἰς γάμου τελεσθησόμενον ἐν Θεσσαλονίκῃ. Ὁ ΠΑΝΑΓΙΩΤΗΣ ΓΡΑΜΜΑΤΙΚΟΥ καὶ ἡ δεσποινὶς ΕΥΑΓΓΕΛΙΑ ΛΑΣΤΕΡΙΟΥ, γεννηθέντες καὶ κατοικοῦντες ἐν Θεσσαλονίκῃ, μέλλουν νὰ ἔλθουν εἰς γάμου. Ὁ ΚΩΝΣΤΑΝΤΙΝΟΣ ΚΑΡΑΓΙΤΗΣ τοῦ Σταύρου καὶ τῆς Ἐλισάβετ, τὸ γένος Λαζαρίδου, καὶ ἡ δεσποινὶς ΙΩΑΝΝΑ ΠΑΠΑΔΟΠΟΥΛΟΥ μέλλουν νὰ ἔλθουν εἰς γάμου. Ὁ ΔΗΜΗΤΡΙΟΣ ΚΙΤΗΣ τοῦ Χριστοφόρου καὶ ἡ ΕΥΑΓΓΕΛΙΑ ΑΣΤΕΡΙΟΥ τοῦ Ἰωάννου καὶ τῆς Ἑλένης μέλλουν νὰ ἔλθουν εἰς γάμου τελεσθησόμενον ἐν Θεσσαλονίκῃ. Ὁ ΕΥΑΓΓΕΛΟΣ ΚΟΙΛΙΟΠΟΥΛΟΣ τοῦ Κωνσταντίνου καὶ ἡ δεσποινὶς ΣΟΦΙΑ ΑΝΑΣΤΑΣΙΑΔΟΥ μέλλουν νὰ ἔλθουν εἰς γάμου. Ὁ ΓΕΩΡΓΙΟΣ ΝΩΚΑΚΟΣ τοῦ Ἰωάννου καὶ ἡ ΕΛΕΝΗ ΜΑΝΙΔΟΥ τοῦ Ἀναστασίου μέλλουν νὰ ἔλθουν εἰς γάμου. Ὁ ΚΩΝΣΤΑΝΤΙΝΟΣ ΠΑΠΑΔΟΠΟΥΛΟΣ τοῦ Νικολάου καὶ ἡ ΜΑΛΑΜΑΤΗ ΑΛΕΞΑΝΔΡΙΔΟΥ μέλλουν νὰ ἔλθουν εἰς γάμου. Ὁ ΙΩΑΝΝΗΣ ΠΕΤΚΑΡΗΣ τοῦ Γεωργίου καὶ ἡ ΜΑΡΙΑ ΣΤΡΑΒΙΝΟΥ μέλλουν νὰ ἔλθουν εἰς γάμου. Ὁ ΙΩΑΝΝΗΣ ΤΑΤΣΟΓΛΟΥ τοῦ Χαρουλάμπου καὶ ἡ ΑΝΝΑ ΑΣΡΙΩΤΟΥ μέλλουν νὰ ἔλθουν εἰς γάμου. Ὁ ΝΙΚΟΛΑΟΣ ΧΡΙΣΤΟΠΟΥΛΟΣ καὶ ἡ ΠΟΛΥΞΕΝΗ ΓΕΩΡΓΙΑΔΟΥ μέλλουν νὰ ἔλθουν εἰς γάμου. [16,343,245,833]
cinemas-section [16,1804,442,1845]
column-news-b [977,20,1161,2314]
headline: ΕΦΥΛΑΚΙΣΘΗ Ο ΠΡΩΘΥΠΟΥΡΓΟΣ ΤΟ ΔΗΜΗΤΡΙΟΝ ΕΙΣ ΤΟΝ ΑΜΕΡ [456,320,639,362]
subsection-title: Ἐποχιῶν [259,1851,322,1866]
article-text: Ὑπὸ διάφορα ὀνόματα καὶ ἰδιότητας ἐνεφανίζετο εἰς διαφόρους πόλεις τῆς χώρας ὁ συλληφθεὶς ἀπατεών, ὁ ὁποῖος ἰσχυρίζετο ὅτι εἶχε γνωριμίας μὲ ὑψηλὰ ἱσταμένα πρόσωπα καὶ ὑπέσχετο διορισμοὺς καὶ μεταθέσεις ἐπὶ χρήμασι. Ἡ δρᾶσις του ἀρχίζει ἀπὸ εἰκοσαετίας. Ἔχει καταδικασθῆ πολλάκις εἰς φυλάκισιν, ἀλλὰ μόλις ἀπεφυλακίζετο ἐπανελάμβανε τὴν δρᾶσιν του μὲ νέα θύματα. Ἡ ἀστυνομία ἐξακολουθεῖ τὰς ἐρεύνας διὰ τὴν ἐξακρίβωσιν καὶ ἄλλων ἀπατῶν. [651,992,807,1243]
article-text: ΝΕΑ ΥΟΡΚΗ, 5. (Ἀσσ. Πρέσς). — Τὸ ὕψος τῶν ἰδιωτικῶν ἐπενδύσεων εἰς τὰ ἀσιατικὰ κράτη ἐμειώθη κατὰ τὸ παρελθὸν ἔτος. [977,1231,1161,1296]
kicker: ΠΑΡΕΠΕΜΦΘΗΣΑΝ ΕΠΙ ΑΙΣΧΡΟΥΡΓΙΑ [686,20,929,33]
section-banner-radio: Τὸ ραδιόφωνον [259,24,442,75]
article-text: Ἡ οἰκογένεια κ. Κωνσταντίνου Κατέχου, εἰς εἰς μνήμην τῆς προσφιλοῦς μητρὸς των ἐδώρησε δρχ. 500 ὑπὲρ τοῦ Ἐθνικοῦ Ἱδρύματος. [16,223,245,275]
deck: ΠΕΡΙΕΠΑΤΟΥΝ ΕΙΣ ΤΑΣ ΟΔΟΥΣ ΜΕ ΦΟΡΕΜΑΤΑ ΜΙΝΙ.— ΕΔΩΣΑΝ ΚΑΙ ΠΡΕΣ ΚΟΝΦΕΡΑΝΣ.— ΠΡΟΕΒΗΣΑΝ ΕΙΣ ΑΠΟΚΑΛΥΨΕΙΣ ΑΠΟ ΤΗΝ ΙΔΙΩΤΙΚΗ ΖΩΗ ΤΩΝ [667,193,947,268]
subheadline: ΕΤΟΝΙΣΕΝ ΕΙΣ ΔΙΕΘΝΕΣ ΣΥΝΕΔΡΙΟΝ ΤΗΣ ΝΕΑΣ ΥΟΡΚΗΣ [1186,963,1549,978]
section-banner-eidoseis: Εὐδόσεις [259,696,442,727]
article-text: ΜΟΝΤΡΕΑΛ, 5. (Ρώυτερ). — Χειρούργοι τοῦ νοσοκομείου τῆς πόλεως ἐπέτυχον νὰ ράψουν τὰ τέσσαρα δάκτυλα δεκαεξαετοῦς ἐργάτου, τὰ ὁποῖα ἀπεκόπησαν ὑπὸ μηχανῆς. [977,981,1161,1060]
article-text: Τὰ θερμά μου συγχαρητήρια διὰ τὴν ἐπιτυχίαν τῆς Θεσσαλονικιάς εἰς τὸ Πανεπιστήμιον καὶ εὐχὰς διὰ λαμπρὰν σταδιοδρομίαν. ΓΡΗΓΟΡΙΣ ΣΙΓΚΑΛΑΣ. [16,149,245,202]
article-text: 6.30 Γυμναστική, 6.50 Δελτίον καιροῦ, 7.15 Μουσικὴ καὶ τραγούδια, 8.00 Ἐλαφρὰ ὀρχηστρική, 9.00 Εἰδήσεις, 10.30 Ἐλαφρὰ ἑλληνικὴ μουσική, 12.00 Ὀρχήστρα Μάντοβανι, 13.15 Κινηματογραφικὴ μουσική, 14.30 Τραγούδια ἀπὸ ὅλον τὸν κόσμο, 16.00 Κονσέρτο, 18.00 Ἡ ὥρα τοῦ παιδιοῦ, 19.15 Ἐλαφρὰ μουσική, 20.30 Θέατρο, 22.00 Ἑλληνικὰ τραγούδια, 23.30 Μουσικὴ γιὰ χορό. [259,378,442,551]
column-rule [969,20,970,2314]
headline: ΕΡΡΑΨΑΝ ΕΠΙΤΥΧΩΣ ΤΑ ΤΕΣΣΑΡΑ ΔΑΚΤΥΛΑ ΜΙΚΡΟΥ ΕΡΓΑΤΟΥ [977,939,1161,981]
kicker: ΤΕΧΝΗ, ΘΕΑΜΑ ΚΑΙ ΠΛΟΥΤΟΣ [1252,537,1483,554]
headline-broadway: Ἡ φετεινὴ θεατρικὴ «σαιζὸν» εἰς τὸ Μπροντγουαίη θὰ καταπλήξῃ τοὺς θεατάς [1192,556,1543,721]
article-text: ΑΘΗΝΑΙ, 5. — Μὲ πολὺ εὐμενῆ σχόλια ὑπεδέχθη ὁ ἀθηναϊκὸς τύπος τὴν νέαν ποιητικὴν συλλογὴν τῆς κ. Οἰκονόμου - Γκούρα, ἡ ὁποία κυκλοφορεῖ ἀπὸ τὰς ἐκδόσεις «Δίφρος». Οἱ κριτικοὶ ὑπογραμμίζουν τὴν λυρικὴν εὐαισθησίαν καὶ τὴν καθαρότητα τῆς ἐκφράσεως τῆς ποιήτριας. [456,1328,639,1460]
kicker: ΠΟΛΥΩΝΥΜΟΣ ΑΠΑΤΕΩΝ [724,816,890,831]
article-text: ΝΕΑ ΥΟΡΚΗ, 5. (Ἰδ. ἀνταπ.). — Ἡ θεατρικὴ περίοδος 1967-68, εἰς τὸ Μπροντγουαίη, ὑπόσχεται νὰ εἶναι μία ἀπὸ τὰς πλέον ἐνδιαφερούσας τῶν τελευταίων ἐτῶν. Νέα ἔργα τῶν Ἄρθουρ Μίλλερ, Τεννεσὺ Οὐίλλιαμς καὶ Ἔντουαρντ Ἄλμπυ θὰ ἀνεβοῦν εἰς τὰ μεγαλύτερα θέατρα. Ἰδιαιτέρα αἴσθησις ἀναμένεται ἀπὸ τὸ μιούζικαλ βασισμένον εἰς τὸν «Ὀθέλλον» τοῦ Σαίξπηρ, μὲ ροκ μουσικὴν καὶ ἐντυπωσιακὰ σκηνικά. Οἱ παραγωγοὶ ἐπενδύουν ἑκατομμύρια δολλάρια, ἐλπίζοντες εἰς τὴν ἐπιτυχίαν. Αἱ τιμαὶ τῶν εἰσιτηρίων ἔχουν αὐξηθῆ αἰσθητῶς. [1174,792,1561,898]
article-text: Ἱστορίαι ὅπως αὐτὴ τοῦ νεαροῦ ὁ ὁποῖος εὑρέθη νεκρὸς εἰς δημόσιον ἀφοδευτήριον, συγκλονίζουν τὴν κοινὴν γνώμην. Οἱ γονεῖς ζητοῦν αὐστηρότερα μέτρα. [1174,424,1561,464]
subsection-title: Καρκινοβόκλης [16,1060,128,1076]
article-text: ΤΖΑΚΑΡΤΑ, 5. (Ρώυτερ). — Ἡ Ἰνδονησιακὴ κυβέρνησις ἀποφάσισε νὰ ἀναθεωρήσῃ τὰς οἰκονομικὰς συμφωνίας μὲ ξένας χώρας. [977,1112,1161,1178]
